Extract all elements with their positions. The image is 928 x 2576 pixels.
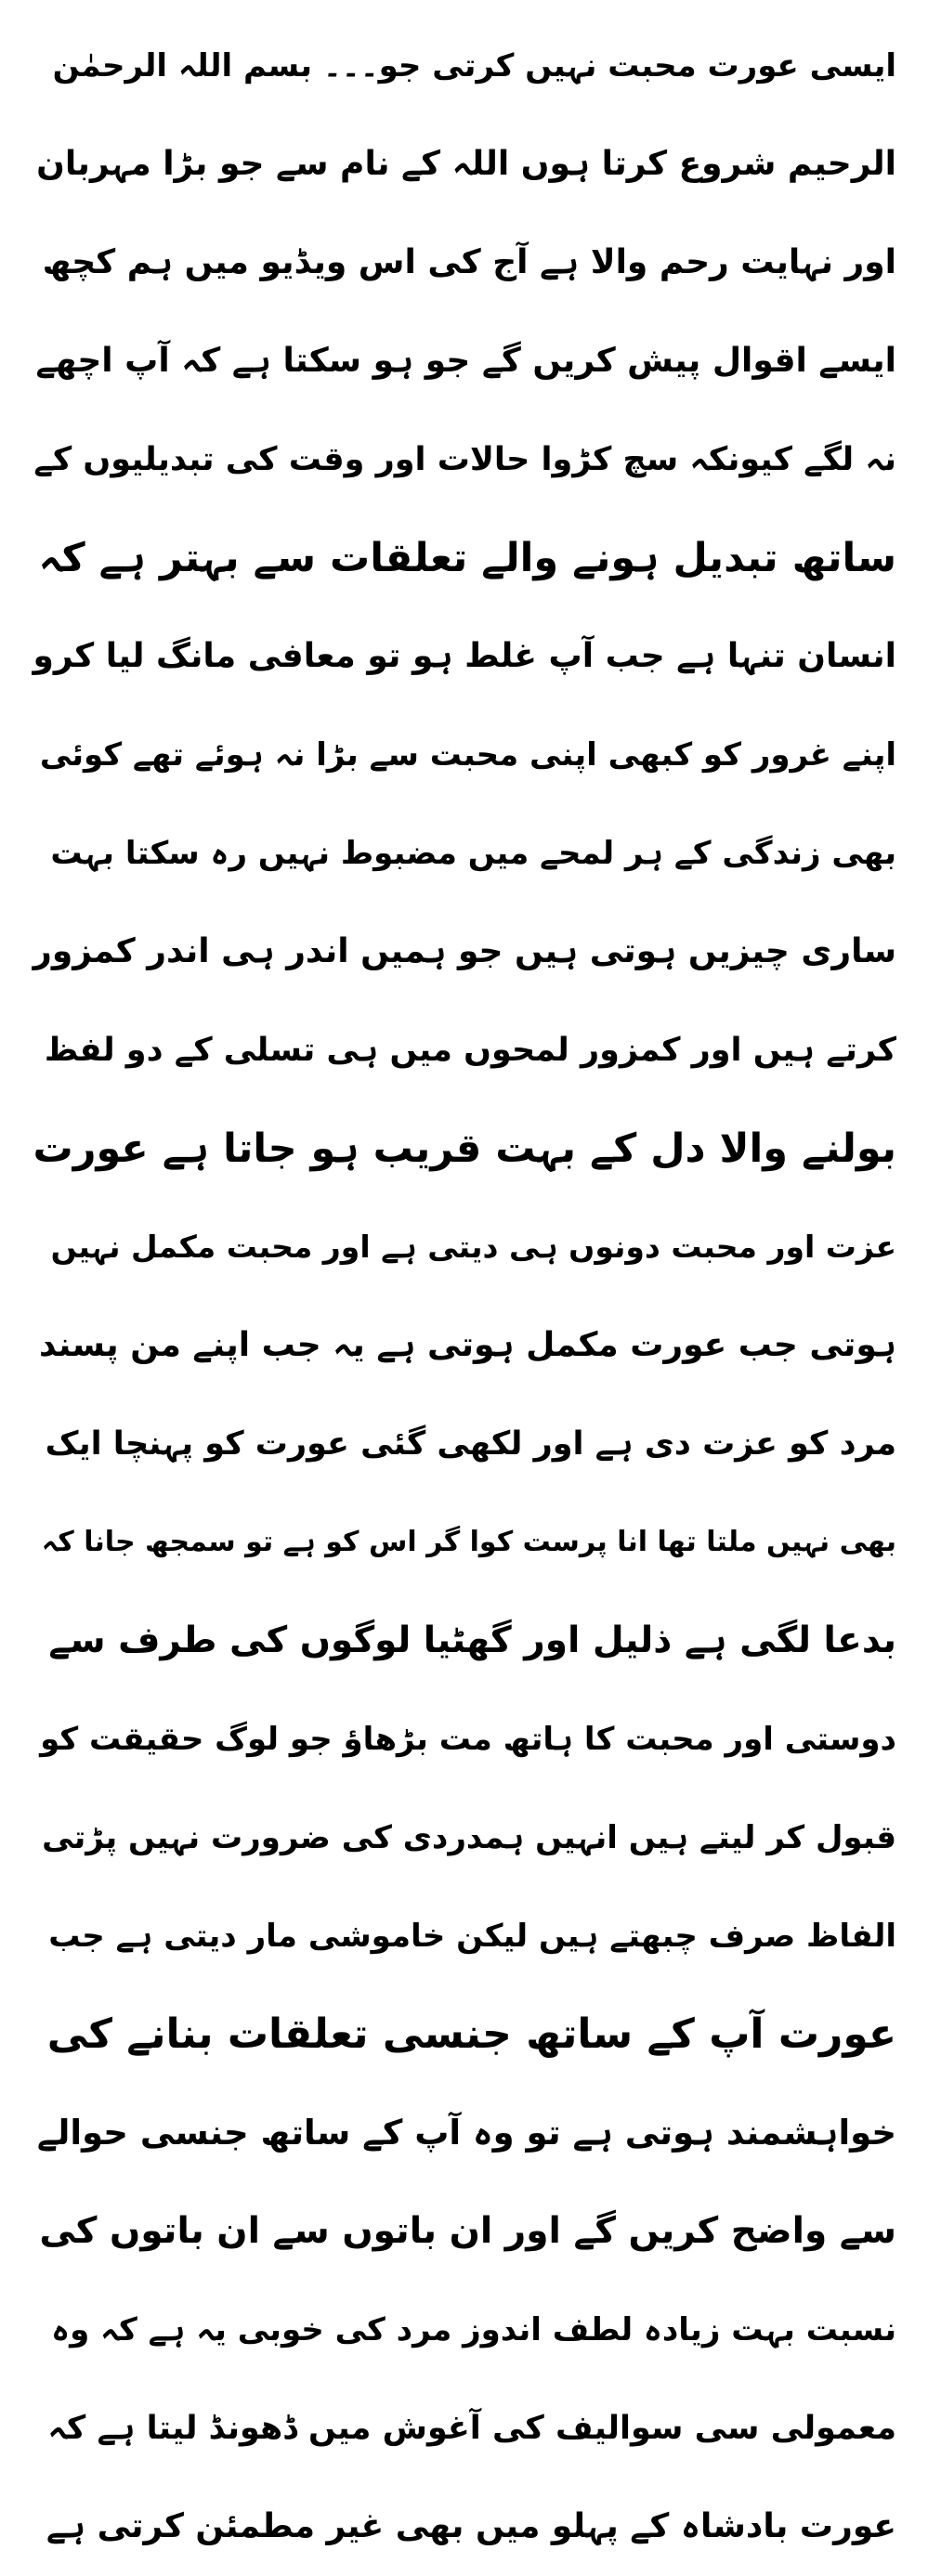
text-line: بولنے والا دل کے بہت قریب ہو جاتا ہے عورت bbox=[33, 1125, 896, 1172]
text-line: ساری چیزیں ہوتی ہیں جو ہمیں اندر ہی اندر کمزور bbox=[33, 932, 896, 970]
text-line: ایسی عورت محبت نہیں کرتی جو۔۔۔ بسم اللہ الرحمٰن bbox=[52, 47, 896, 85]
text-line: دوستی اور محبت کا ہاتھ مت بڑھاؤ جو لوگ حقیقت کو bbox=[40, 1721, 896, 1758]
text-line: ہوتی جب عورت مکمل ہوتی ہے یہ جب اپنے من پسند bbox=[39, 1326, 896, 1364]
urdu-text-body bbox=[32, 17, 896, 2576]
text-line: قبول کر لیتے ہیں انہیں ہمدردی کی ضرورت نہیں پڑتی bbox=[42, 1819, 896, 1856]
text-line: خواہشمند ہوتی ہے تو وہ آپ کے ساتھ جنسی حوالے bbox=[36, 2113, 896, 2153]
text-line: انسان تنہا ہے جب آپ غلط ہو تو معافی مانگ لیا کرو bbox=[33, 637, 896, 675]
text-line: سے واضح کریں گے اور ان باتوں سے ان باتوں کی bbox=[39, 2210, 896, 2252]
text-line: بھی زندگی کے ہر لمحے میں مضبوط نہیں رہ سکتا بہت bbox=[50, 835, 896, 872]
text-line: مرد کو عزت دی ہے اور لکھی گئی عورت کو پہنچا ایک bbox=[45, 1425, 896, 1463]
text-line: نہ لگے کیونکہ سچ کڑوا حالات اور وقت کی تبدیلیوں کے bbox=[33, 441, 896, 478]
text-line: ساتھ تبدیل ہونے والے تعلقات سے بہتر ہے کہ bbox=[38, 535, 896, 581]
text-line: عورت آپ کے ساتھ جنسی تعلقات بنانے کی bbox=[46, 2010, 896, 2058]
text-line: ایسے اقوال پیش کریں گے جو ہو سکتا ہے کہ آپ اچھے bbox=[35, 342, 896, 380]
text-line: بھی نہیں ملتا تھا انا پرست کوا گر اس کو ہے تو سمجھ جانا کہ bbox=[41, 1526, 896, 1558]
text-line: عورت بادشاہ کے پہلو میں بھی غیر مطمئن کرتی ہے bbox=[46, 2507, 896, 2545]
text-line: الفاظ صرف چبھتے ہیں لیکن خاموشی مار دیتی ہے جب bbox=[48, 1918, 896, 1955]
text-line: کرتے ہیں اور کمزور لمحوں میں ہی تسلی کے دو لفظ bbox=[44, 1032, 896, 1069]
text-line: بدعا لگی ہے ذلیل اور گھٹیا لوگوں کی طرف سے bbox=[48, 1620, 896, 1661]
text-line: اور نہایت رحم والا ہے آج کی اس ویڈیو میں ہم کچھ bbox=[42, 243, 896, 281]
text-line: الرحیم شروع کرتا ہوں اللہ کے نام سے جو بڑا مہربان bbox=[36, 145, 896, 183]
text-line: معمولی سی سوالیف کی آغوش میں ڈھونڈ لیتا ہے کہ bbox=[47, 2410, 896, 2447]
text-line: اپنے غرور کو کبھی اپنی محبت سے بڑا نہ ہوئے تھے کوئی bbox=[39, 736, 896, 774]
text-line: عزت اور محبت دونوں ہی دیتی ہے اور محبت مکمل نہیں bbox=[50, 1229, 896, 1265]
text-line: نسبت بہت زیادہ لطف اندوز مرد کی خوبی یہ ہے کہ وہ bbox=[51, 2311, 896, 2348]
